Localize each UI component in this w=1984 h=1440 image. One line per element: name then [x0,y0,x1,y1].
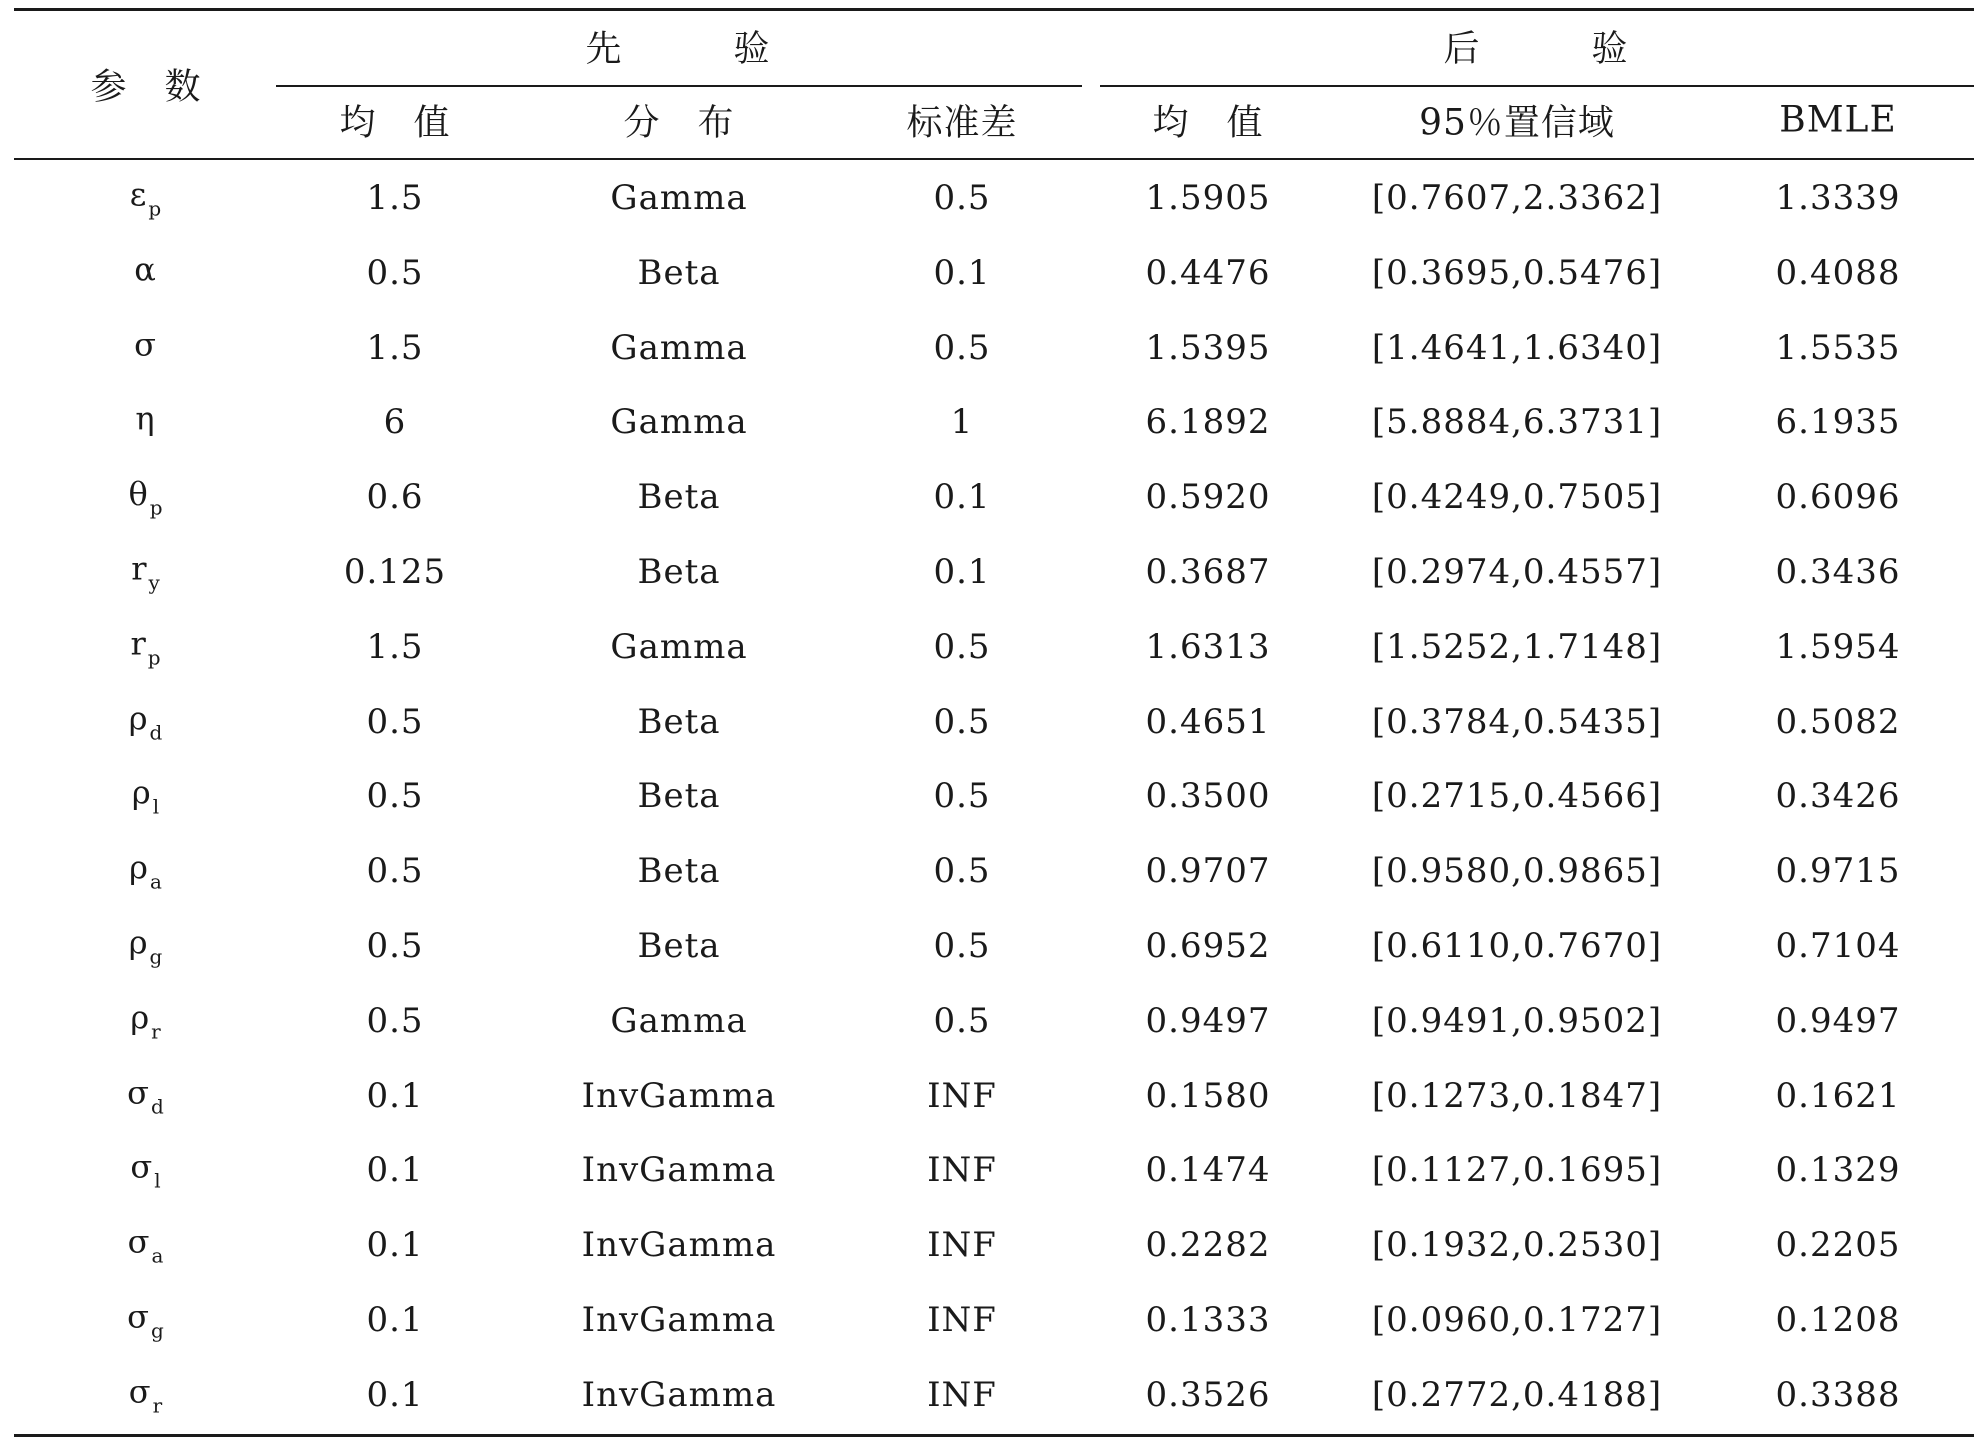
param-symbol-cell [129,699,164,744]
param-symbol: α [134,250,157,289]
prior-sd-cell: 0.5 [933,776,991,817]
bmle-cell: 6.1935 [1775,402,1901,443]
param-symbol-cell [127,1298,165,1343]
param-symbol: θ [128,474,149,513]
param-symbol-cell [129,924,164,969]
prior-dist-cell: InvGamma [581,1075,777,1116]
param-symbol-cell [129,1372,163,1417]
ci-cell: [0.0960,0.1727] [1371,1300,1663,1340]
bmle-cell: 0.4088 [1775,252,1901,293]
post-mean-cell: 0.9497 [1145,1000,1271,1041]
param-symbol-cell [130,624,161,669]
param-symbol: η [135,399,156,438]
param-subscript: g [151,1318,165,1343]
prior-sd-cell: INF [927,1300,997,1340]
prior-dist-cell: Beta [637,926,721,966]
prior-sd-cell: INF [927,1374,997,1415]
post-mean-cell: 0.3500 [1145,776,1271,817]
post-mean-cell: 0.1474 [1145,1150,1271,1191]
param-symbol-cell [132,774,160,819]
prior-dist-cell: InvGamma [581,1374,777,1415]
param-subscript: p [147,645,162,670]
bmle-cell: 0.5082 [1775,701,1901,742]
prior-mean-cell: 0.6 [366,477,424,518]
param-symbol: σ [127,1073,151,1112]
prior-dist-cell: Beta [637,252,721,293]
ci-cell: [0.1127,0.1695] [1371,1150,1663,1191]
prior-dist-cell: InvGamma [581,1300,777,1340]
prior-mean-cell: 1.5 [366,327,424,368]
prior-mean-cell: 0.5 [366,701,424,742]
prior-mean-cell: 0.5 [366,851,424,892]
post-mean-cell: 1.6313 [1145,626,1271,667]
prior-mean-cell: 0.1 [366,1374,424,1415]
post-mean-cell: 0.6952 [1145,926,1271,966]
prior-mean-cell: 0.5 [366,1000,424,1041]
param-symbol: ρ [129,848,149,887]
bmle-cell: 1.5954 [1775,626,1901,667]
ci-header: 95％置信域 [1419,102,1615,144]
bmle-cell: 0.9715 [1775,851,1901,892]
prior-sd-cell: 0.5 [933,178,991,218]
prior-sd-cell: 0.5 [933,327,991,368]
post-mean-cell: 0.5920 [1145,477,1271,518]
post-mean-cell: 0.1580 [1145,1075,1271,1116]
prior-dist-cell: Beta [637,851,721,892]
param-symbol-cell [134,325,158,370]
param-symbol-cell [128,475,163,520]
prior-mean-cell: 0.1 [366,1075,424,1116]
prior-sd-cell: 0.1 [933,252,991,293]
prior-sd-cell: 1 [950,402,974,443]
ci-cell: [1.4641,1.6340] [1371,327,1663,368]
ci-cell: [0.7607,2.3362] [1371,178,1663,218]
prior-sd-cell: INF [927,1075,997,1116]
param-subscript: r [151,1019,162,1044]
prior-mean-cell: 0.1 [366,1300,424,1340]
ci-cell: [0.1273,0.1847] [1371,1075,1663,1116]
prior-sd-cell: INF [927,1225,997,1266]
bmle-cell: 0.3388 [1775,1374,1901,1415]
bmle-cell: 0.1621 [1775,1075,1901,1116]
prior-mean-cell: 1.5 [366,178,424,218]
prior-mean-cell: 1.5 [366,626,424,667]
post-mean-header: 均 值 [1152,102,1264,144]
bmle-cell: 0.1208 [1775,1300,1901,1340]
bmle-cell: 0.7104 [1775,926,1901,966]
bmle-cell: 0.2205 [1775,1225,1901,1266]
prior-sd-cell: INF [927,1150,997,1191]
header-bottom-rule [14,158,1974,160]
param-symbol: ρ [130,998,151,1037]
param-symbol-cell [130,176,162,221]
post-mean-cell: 0.1333 [1145,1300,1271,1340]
prior-dist-cell: InvGamma [581,1225,777,1266]
prior-dist-cell: Gamma [610,327,748,368]
prior-mean-cell: 6 [383,402,407,443]
posterior-group-rule [1100,85,1974,87]
prior-sd-cell: 0.1 [933,477,991,518]
prior-mean-cell: 0.5 [366,252,424,293]
param-subscript: d [149,720,164,745]
post-mean-cell: 0.3687 [1145,552,1271,592]
param-subscript: p [149,495,164,520]
prior-mean-cell: 0.1 [366,1150,424,1191]
prior-mean-cell: 0.125 [343,552,447,592]
ci-cell: [0.3695,0.5476] [1371,252,1663,293]
parameter-estimates-table [14,8,1974,1438]
prior-sd-cell: 0.5 [933,701,991,742]
prior-sd-cell: 0.5 [933,1000,991,1041]
param-symbol: ρ [131,773,152,812]
param-header: 参 数 [90,66,202,108]
prior-group-rule [276,85,1082,87]
param-symbol-cell [130,998,161,1043]
param-subscript: a [149,869,163,894]
bmle-cell: 0.3426 [1775,776,1901,817]
bottom-rule [14,1434,1974,1437]
prior-dist-cell: Gamma [610,626,748,667]
prior-sd-cell: 0.5 [933,926,991,966]
param-symbol: ρ [128,923,149,962]
prior-sd-cell: 0.5 [933,851,991,892]
post-mean-cell: 0.2282 [1145,1225,1271,1266]
param-symbol: ε [129,175,148,214]
bmle-cell: 0.1329 [1775,1150,1901,1191]
prior-dist-cell: Beta [637,552,721,592]
param-symbol-cell [135,400,156,445]
param-symbol-cell [129,849,163,894]
post-mean-cell: 0.3526 [1145,1374,1271,1415]
ci-cell: [5.8884,6.3731] [1371,402,1663,443]
param-symbol-cell [127,1073,165,1118]
prior-dist-cell: Gamma [610,178,748,218]
bmle-cell: 1.3339 [1775,178,1901,218]
bmle-cell: 0.3436 [1775,552,1901,592]
param-subscript: d [151,1094,165,1119]
prior-sd-cell: 0.1 [933,552,991,592]
prior-mean-header: 均 值 [339,102,451,144]
post-mean-cell: 0.4476 [1145,252,1271,293]
ci-cell: [0.9580,0.9865] [1371,851,1663,892]
ci-cell: [0.2772,0.4188] [1371,1374,1663,1415]
prior-sd-cell: 0.5 [933,626,991,667]
bmle-cell: 0.6096 [1775,477,1901,518]
param-symbol: ρ [128,699,149,738]
param-symbol: r [131,549,148,588]
post-mean-cell: 1.5905 [1145,178,1271,218]
prior-dist-cell: Beta [637,477,721,518]
param-symbol: σ [127,1222,151,1261]
param-subscript: g [149,944,164,969]
top-rule [14,8,1974,11]
param-symbol: σ [127,1297,151,1336]
param-subscript: a [151,1243,165,1268]
prior-dist-cell: InvGamma [581,1150,777,1191]
prior-dist-cell: Gamma [610,402,748,443]
ci-cell: [1.5252,1.7148] [1371,626,1663,667]
ci-cell: [0.6110,0.7670] [1371,926,1663,966]
ci-cell: [0.4249,0.7505] [1371,477,1663,518]
bmle-cell: 1.5535 [1775,327,1901,368]
post-mean-cell: 0.9707 [1145,851,1271,892]
post-mean-cell: 6.1892 [1145,402,1271,443]
posterior-group-header: 后 验 [1443,28,1629,70]
param-symbol: r [130,624,147,663]
prior-mean-cell: 0.5 [366,776,424,817]
ci-cell: [0.3784,0.5435] [1371,701,1663,742]
param-symbol-cell [131,550,161,595]
post-mean-cell: 0.4651 [1145,701,1271,742]
ci-cell: [0.9491,0.9502] [1371,1000,1663,1041]
prior-group-header: 先 验 [585,28,771,70]
param-subscript: y [148,570,161,595]
param-subscript: l [154,1168,162,1193]
ci-cell: [0.1932,0.2530] [1371,1225,1663,1266]
prior-dist-cell: Gamma [610,1000,748,1041]
param-symbol: σ [128,1372,152,1411]
bmle-header: BMLE [1779,99,1897,141]
prior-mean-cell: 0.1 [366,1225,424,1266]
prior-dist-header: 分 布 [623,102,735,144]
param-subscript: l [152,794,161,819]
param-symbol: σ [134,325,157,364]
param-subscript: p [148,196,163,221]
bmle-cell: 0.9497 [1775,1000,1901,1041]
prior-dist-cell: Beta [637,776,721,817]
ci-cell: [0.2974,0.4557] [1371,552,1663,592]
param-symbol: σ [130,1147,154,1186]
prior-mean-cell: 0.5 [366,926,424,966]
ci-cell: [0.2715,0.4566] [1371,776,1663,817]
post-mean-cell: 1.5395 [1145,327,1271,368]
param-subscript: r [152,1393,164,1418]
prior-dist-cell: Beta [637,701,721,742]
param-symbol-cell [128,1223,165,1268]
prior-sd-header: 标准差 [906,102,1018,144]
param-symbol-cell [134,250,158,295]
param-symbol-cell [130,1148,161,1193]
